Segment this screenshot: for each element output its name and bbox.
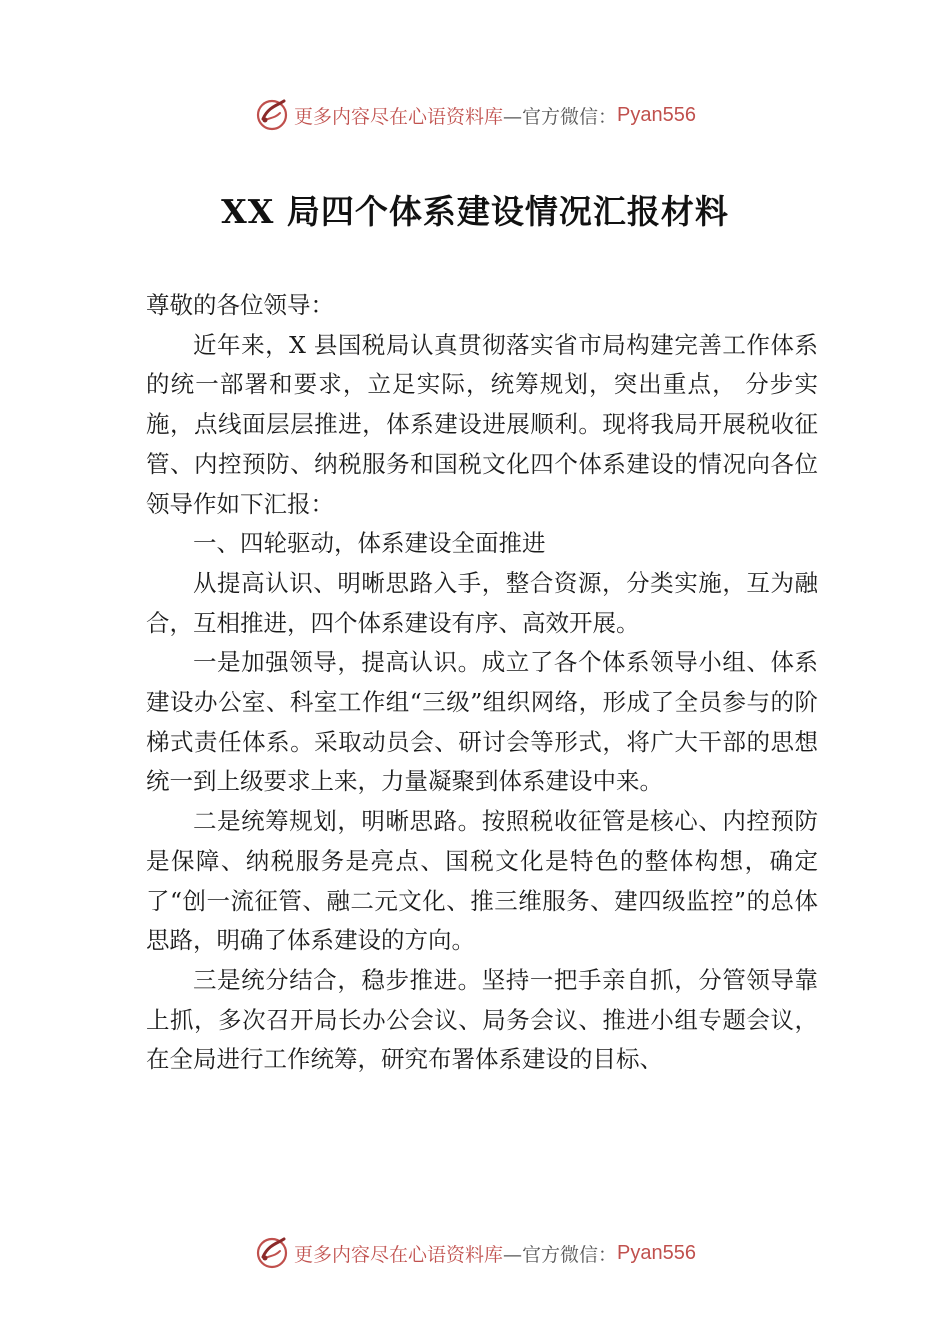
watermark-footer [0,1233,950,1273]
watermark-site-text: 更多内容尽在心语资料库 [294,105,504,128]
document-body [146,286,818,1080]
watermark-wechat-label: —官方微信： [503,1243,618,1266]
brush-logo-icon [254,97,290,133]
paragraph-intro: 近年来，X 县国税局认真贯彻落实省市局构建完善工作体系的统一部署和要求，立足实际，统筹规划，突出重点， 分步实施，点线面层层推进，体系建设进展顺利。现将我局开展税收征管、内控预防、纳税服务和国税文化四个体系建设的情况向各位领导作如下汇报： [146,330,818,518]
paragraph: 一是加强领导，提高认识。成立了各个体系领导小组、体系建设办公室、科室工作组“三级”组织网络，形成了全员参与的阶梯式责任体系。采取动员会、研讨会等形式，将广大干部的思想统一到上级要求上来，力量凝聚到体系建设中来。 [146,648,818,796]
section-heading: 一、四轮驱动，体系建设全面推进 [193,529,546,558]
paragraph: 从提高认识、明晰思路入手，整合资源，分类实施，互为融合，互相推进，四个体系建设有序、高效开展。 [146,568,818,637]
watermark-wechat-label: —官方微信： [503,105,618,128]
paragraph: 二是统筹规划，明晰思路。按照税收征管是核心、内控预防是保障、纳税服务是亮点、国税文化是特色的整体构想，确定了“创一流征管、融二元文化、推三维服务、建四级监控”的总体思路，明确了体系建设的方向。 [146,807,818,955]
watermark-wechat-id: Pyan556 [617,103,696,126]
paragraph: 三是统分结合，稳步推进。坚持一把手亲自抓，分管领导靠上抓，多次召开局长办公会议、局务会议、推进小组专题会议，在全局进行工作统筹，研究布署体系建设的目标、 [146,965,818,1074]
salutation: 尊敬的各位领导： [146,291,334,319]
watermark-site-text: 更多内容尽在心语资料库 [294,1243,504,1266]
watermark-wechat-id: Pyan556 [617,1241,696,1264]
watermark-header [0,95,950,135]
document-title: XX 局四个体系建设情况汇报材料 [221,192,729,231]
brush-logo-icon [254,1235,290,1271]
